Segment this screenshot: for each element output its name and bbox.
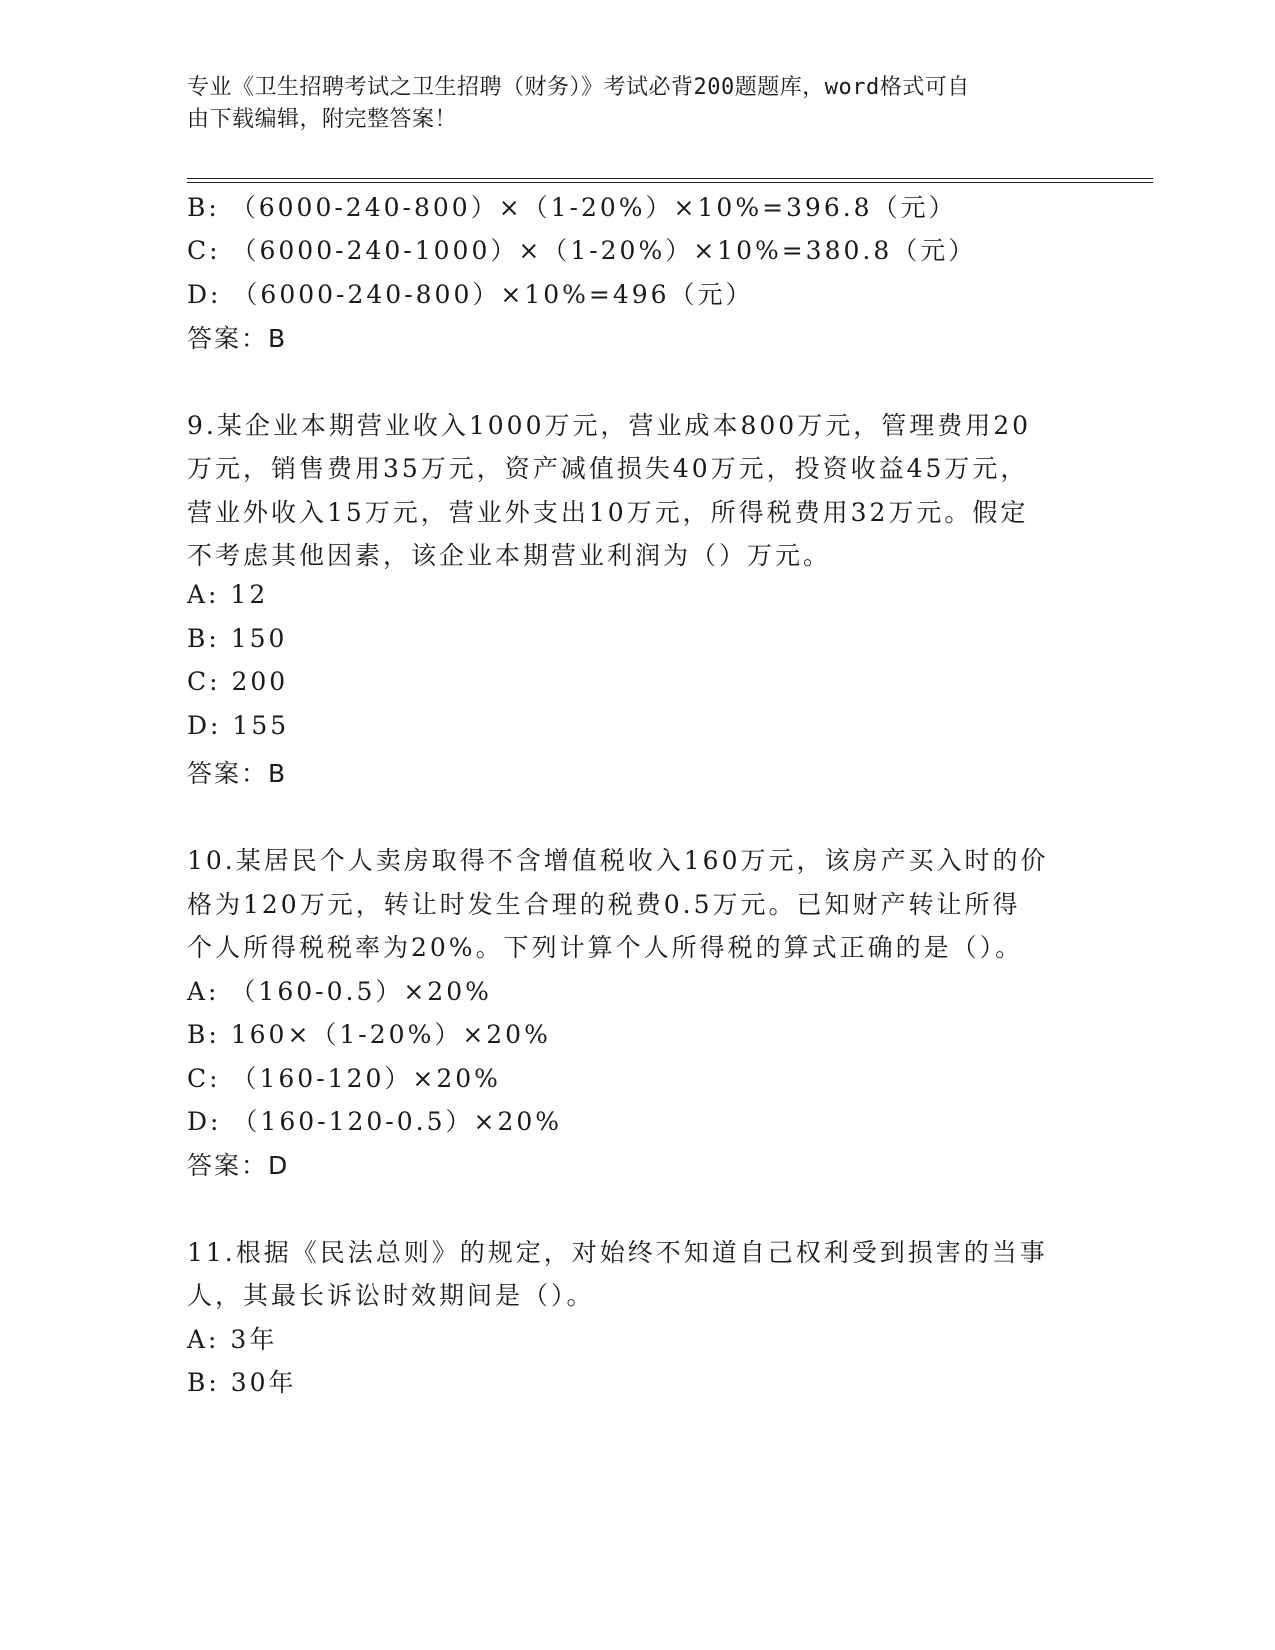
q11-option-a: A: 3年 xyxy=(187,1325,278,1354)
q11-stem-line-2: 人，其最长诉讼时效期间是（）。 xyxy=(187,1281,595,1310)
page-header xyxy=(187,72,1087,136)
q9-option-a: A: 12 xyxy=(187,580,269,609)
q8-option-b: B: （6000-240-800）×（1-20%）×10%=396.8（元） xyxy=(187,193,957,222)
q9-option-c: C: 200 xyxy=(187,667,289,696)
q9-option-b: B: 150 xyxy=(187,624,288,653)
q9-answer: 答案：B xyxy=(187,759,288,788)
header-divider xyxy=(187,178,1153,183)
q9-stem-line-1: 9.某企业本期营业收入1000万元，营业成本800万元，管理费用20 xyxy=(187,411,1032,440)
q11-stem-line-1: 11.根据《民法总则》的规定，对始终不知道自己权利受到损害的当事 xyxy=(187,1238,1048,1267)
q9-stem-line-4: 不考虑其他因素，该企业本期营业利润为（）万元。 xyxy=(187,541,832,570)
q9-stem-line-3: 营业外收入15万元，营业外支出10万元，所得税费用32万元。假定 xyxy=(187,498,1029,527)
q9-option-d: D: 155 xyxy=(187,711,290,740)
header-line-1: 专业《卫生招聘考试之卫生招聘（财务）》考试必背200题题库，word格式可自 xyxy=(187,75,970,100)
q8-answer: 答案：B xyxy=(187,324,288,353)
q10-option-b: B: 160×（1-20%）×20% xyxy=(187,1020,551,1049)
q9-stem-line-2: 万元，销售费用35万元，资产减值损失40万元，投资收益45万元， xyxy=(187,454,1029,483)
q8-option-c: C: （6000-240-1000）×（1-20%）×10%=380.8（元） xyxy=(187,236,977,265)
q8-option-d: D: （6000-240-800）×10%=496（元） xyxy=(187,280,754,309)
q10-option-a: A: （160-0.5）×20% xyxy=(187,977,492,1006)
q10-stem-line-2: 格为120万元，转让时发生合理的税费0.5万元。已知财产转让所得 xyxy=(187,890,1021,919)
header-line-2: 由下载编辑，附完整答案！ xyxy=(187,107,458,132)
q11-option-b: B: 30年 xyxy=(187,1368,297,1397)
q10-answer: 答案：D xyxy=(187,1151,290,1180)
q10-stem-line-3: 个人所得税税率为20%。下列计算个人所得税的算式正确的是（）。 xyxy=(187,933,1024,962)
q10-stem-line-1: 10.某居民个人卖房取得不含增值税收入160万元，该房产买入时的价 xyxy=(187,846,1049,875)
q10-option-c: C: （160-120）×20% xyxy=(187,1064,501,1093)
q10-option-d: D: （160-120-0.5）×20% xyxy=(187,1107,563,1136)
